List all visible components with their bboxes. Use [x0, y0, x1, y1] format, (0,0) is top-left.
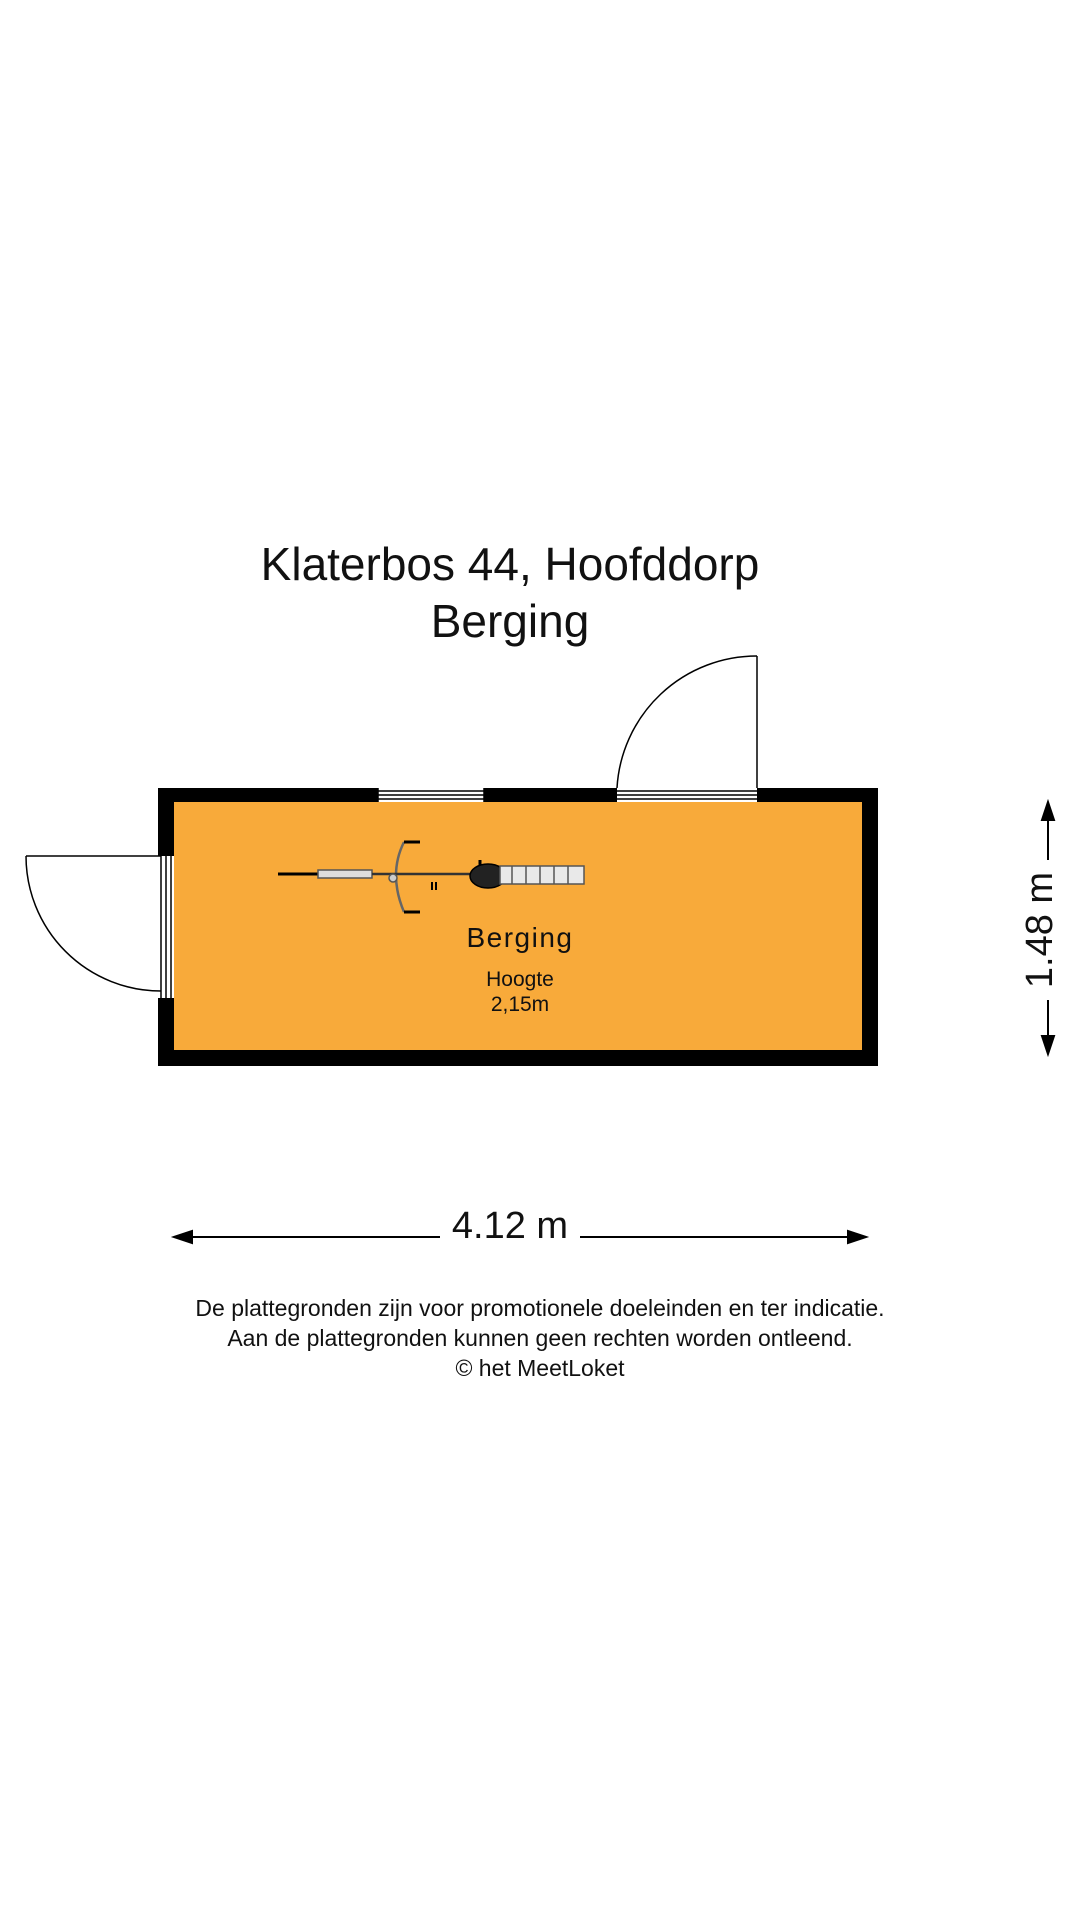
address-title: Klaterbos 44, Hoofddorp	[260, 538, 760, 590]
room-height-label: Hoogte	[486, 968, 554, 991]
disclaimer-line-2: Aan de plattegronden kunnen geen rechten worden ontleend.	[227, 1325, 853, 1351]
floor-title: Berging	[430, 595, 590, 647]
door-top	[605, 656, 767, 802]
room-height-value: 2,15m	[490, 993, 550, 1016]
copyright-line: © het MeetLoket	[455, 1355, 625, 1381]
room-name-label: Berging	[466, 922, 574, 953]
disclaimer-line-1: De plattegronden zijn voor promotionele doeleinden en ter indicatie.	[195, 1295, 885, 1321]
door-left	[26, 846, 174, 1008]
depth-dimension-label: 1.48 m	[1015, 860, 1065, 1000]
width-dimension-label: 4.12 m	[440, 1205, 580, 1248]
window-top	[378, 788, 484, 802]
